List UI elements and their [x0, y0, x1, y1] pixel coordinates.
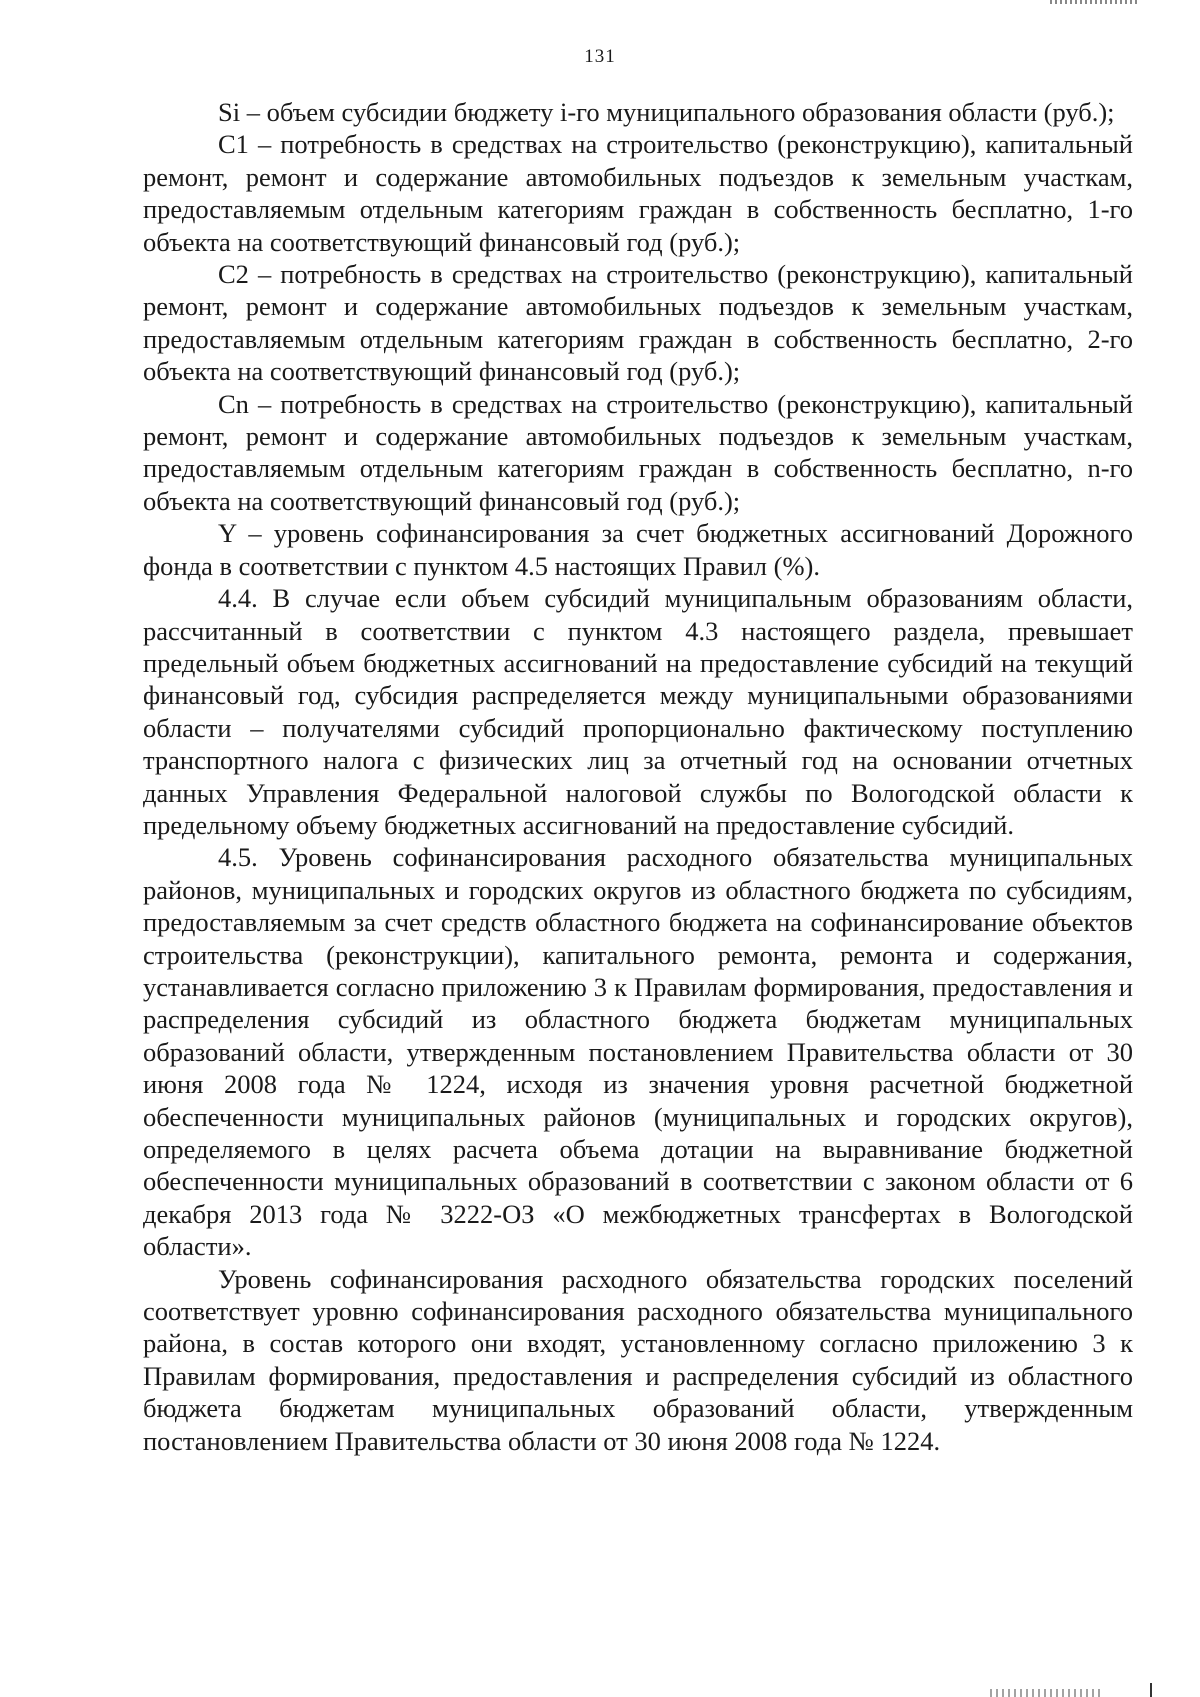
- paragraph-cn-definition: Сn – потребность в средствах на строительство (реконструкцию), капитальный ремонт, ремонт и содержание автомобильных подъездов к земельным участкам, предоставляемым отдельным категориям граждан в собственность бесплатно, n-го объекта на соответствующий финансовый год (руб.);: [143, 388, 1133, 516]
- paragraph-urban-settlements: Уровень софинансирования расходного обязательства городских поселений соответствует уровню софинансирования расходного обязательства муниципального района, в состав которого они входят, установленному согласно приложению 3 к Правилам формирования, предоставления и распределения субсидий из областного бюджета бюджетам муниципальных образований области, утвержденным постановлением Правительства области от 30 июня 2008 года № 1224.: [143, 1263, 1133, 1456]
- scan-artifact-top: [1050, 0, 1140, 4]
- paragraph-4-5: 4.5. Уровень софинансирования расходного обязательства муниципальных районов, муниципальных и городских округов из областного бюджета по субсидиям, предоставляемым за счет средств областного бюджета на софинансирование объектов строительства (реконструкции), капитального ремонта, ремонта и содержания, устанавливается согласно приложению 3 к Правилам формирования, предоставления и распределения субсидий из областного бюджета бюджетам муниципальных образований области, утвержденным постановлением Правительства области от 30 июня 2008 года № 1224, исходя из значения уровня расчетной бюджетной обеспеченности муниципальных районов (муниципальных и городских округов), определяемого в целях расчета объема дотации на выравнивание бюджетной обеспеченности муниципальных образований в соответствии с законом области от 6 декабря 2013 года № 3222-ОЗ «О межбюджетных трансфертах в Вологодской области».: [143, 842, 1133, 1262]
- paragraph-4-4: 4.4. В случае если объем субсидий муниципальным образованиям области, рассчитанный в соответствии с пунктом 4.3 настоящего раздела, превышает предельный объем бюджетных ассигнований на предоставление субсидий на текущий финансовый год, субсидия распределяется между муниципальными образованиями области – получателями субсидий пропорционально фактическому поступлению транспортного налога с физических лиц за отчетный год на основании отчетных данных Управления Федеральной налоговой службы по Вологодской области к предельному объему бюджетных ассигнований на предоставление субсидий.: [143, 583, 1133, 840]
- page-number: 131: [584, 46, 616, 67]
- paragraph-c2-definition: С2 – потребность в средствах на строительство (реконструкцию), капитальный ремонт, ремонт и содержание автомобильных подъездов к земельным участкам, предоставляемым отдельным категориям граждан в собственность бесплатно, 2-го объекта на соответствующий финансовый год (руб.);: [143, 259, 1133, 387]
- paragraph-c1-definition: С1 – потребность в средствах на строительство (реконструкцию), капитальный ремонт, ремонт и содержание автомобильных подъездов к земельным участкам, предоставляемым отдельным категориям граждан в собственность бесплатно, 1-го объекта на соответствующий финансовый год (руб.);: [143, 129, 1133, 257]
- paragraph-y-definition: Y – уровень софинансирования за счет бюджетных ассигнований Дорожного фонда в соответствии с пунктом 4.5 настоящих Правил (%).: [143, 518, 1133, 581]
- document-body: [143, 96, 1133, 1457]
- scan-artifact-bottom: [990, 1689, 1100, 1697]
- paragraph-si-definition: Si – объем субсидии бюджету i-го муниципального образования области (руб.);: [218, 97, 1115, 127]
- scan-artifact-tick: [1150, 1683, 1152, 1697]
